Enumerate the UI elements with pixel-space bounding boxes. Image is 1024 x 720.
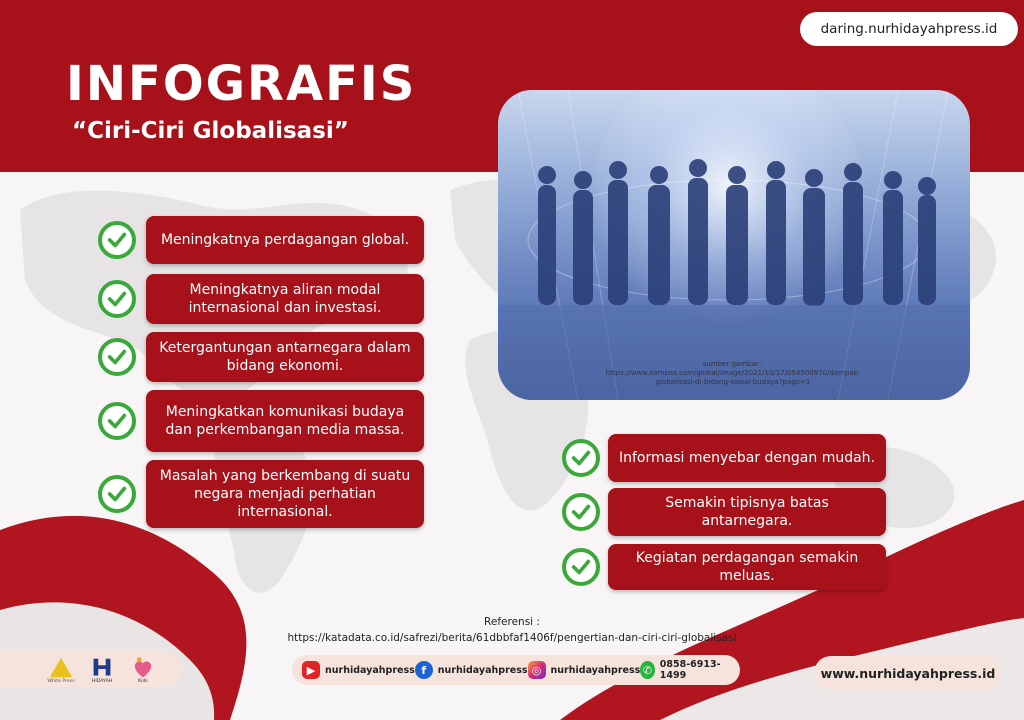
checkmark-icon	[98, 338, 136, 376]
feature-text: Informasi menyebar dengan mudah.	[608, 434, 886, 482]
logo-label: White Press	[47, 679, 75, 683]
page-title: INFOGRAFIS	[66, 56, 417, 112]
list-item	[98, 390, 424, 452]
social-media-bar	[292, 655, 740, 685]
logo-label: Kids	[138, 679, 149, 683]
feature-text: Meningkatkan komunikasi budaya dan perkembangan media massa.	[146, 390, 424, 452]
list-item	[562, 488, 886, 536]
globalization-photo	[498, 90, 970, 400]
feature-text: Kegiatan perdagangan semakin meluas.	[608, 544, 886, 590]
checkmark-icon	[98, 221, 136, 259]
caption-label: sumber gambar :	[702, 360, 764, 368]
list-item	[98, 274, 424, 324]
whatsapp-number: 0858-6913-1499	[659, 659, 721, 681]
feature-text: Masalah yang berkembang di suatu negara menjadi perhatian internasional.	[146, 460, 424, 528]
checkmark-icon	[98, 280, 136, 318]
youtube-icon: ▶	[302, 661, 320, 679]
instagram-icon: ◎	[528, 661, 546, 679]
reference-url[interactable]: https://katadata.co.id/safrezi/berita/61dbbfaf1406f/pengertian-dan-ciri-ciri-globalisasi	[287, 632, 737, 644]
white-press-logo	[46, 654, 76, 684]
page-subtitle: “Ciri-Ciri Globalisasi”	[72, 118, 349, 144]
youtube-link[interactable]	[302, 661, 415, 679]
list-item	[562, 544, 886, 590]
youtube-handle: nurhidayahpress	[325, 664, 415, 676]
checkmark-icon	[562, 439, 600, 477]
list-item	[98, 216, 424, 264]
logo-label: HIDAYAH	[91, 679, 113, 683]
reference-label: Referensi :	[484, 616, 540, 628]
checkmark-icon	[562, 548, 600, 586]
checkmark-icon	[98, 402, 136, 440]
feature-text: Meningkatnya aliran modal internasional dan investasi.	[146, 274, 424, 324]
website-badge[interactable]: www.nurhidayahpress.id	[814, 656, 1002, 690]
whatsapp-icon: ✆	[640, 661, 654, 679]
kids-logo	[128, 654, 158, 684]
list-item	[98, 332, 424, 382]
site-url-badge[interactable]: daring.nurhidayahpress.id	[800, 12, 1018, 46]
checkmark-icon	[562, 493, 600, 531]
facebook-icon: f	[415, 661, 433, 679]
list-item	[98, 460, 424, 528]
feature-text: Ketergantungan antarnegara dalam bidang ekonomi.	[146, 332, 424, 382]
checkmark-icon	[98, 475, 136, 513]
whatsapp-link[interactable]	[640, 659, 730, 681]
instagram-handle: nurhidayahpress	[550, 664, 641, 676]
list-item	[562, 434, 886, 482]
instagram-link[interactable]	[528, 661, 641, 679]
publisher-logos	[0, 651, 182, 687]
facebook-link[interactable]	[415, 661, 528, 679]
facebook-handle: nurhidayahpress	[437, 664, 528, 676]
caption-url[interactable]: https://www.kompas.com/global/image/2021/10/17/054500970/dampak-globalisasi-di-bidang-sosial-budaya?page=1	[605, 369, 861, 387]
image-caption	[598, 360, 868, 387]
feature-text: Meningkatnya perdagangan global.	[146, 216, 424, 264]
hidayah-logo	[87, 654, 117, 684]
feature-text: Semakin tipisnya batas antarnegara.	[608, 488, 886, 536]
